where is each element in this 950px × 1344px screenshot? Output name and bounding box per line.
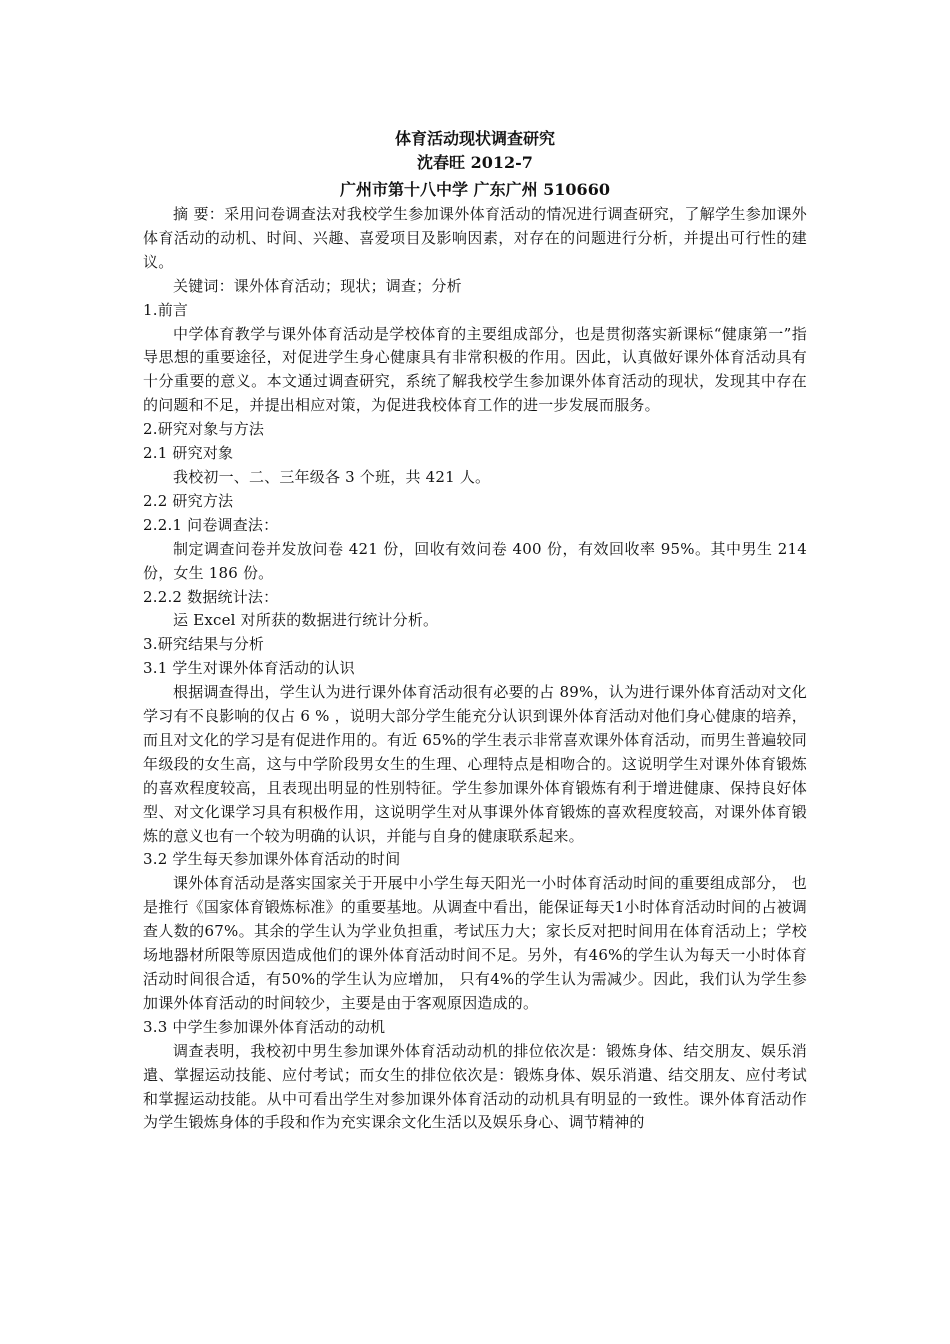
section-heading-3-2: 3.2 学生每天参加课外体育活动的时间 [143, 850, 401, 869]
section-heading-2: 2.研究对象与方法 [143, 420, 265, 439]
paragraph-3-2: 课外体育活动是落实国家关于开展中小学生每天阳光一小时体育活动时间的重要组成部分， 也是推行《国家体育锻炼标准》的重要基地。从调查中看出，能保证每天1小时体育活动时间的占被调查人数的67%。其余的学生认为学业负担重，考试压力大；家长反对把时间用在体育活动上；学校场地器材所限等原因造成他们的课外体育活动时间不足。另外，有46%的学生认为每天一小时体育活动时间很合适，有50%的学生认为应增加， 只有4%的学生认为需减少。因此，我们认为学生参加课外体育活动的时间较少，主要是由于客观原因造成的。 [143, 874, 807, 1012]
paragraph-2-2-2: 运 Excel 对所获的数据进行统计分析。 [173, 611, 439, 630]
paragraph-2-1: 我校初一、二、三年级各 3 个班，共 421 人。 [173, 467, 491, 486]
paragraph-3-3: 调查表明，我校初中男生参加课外体育活动动机的排位依次是：锻炼身体、结交朋友、娱乐消遣、掌握运动技能、应付考试；而女生的排位依次是：锻炼身体、娱乐消遣、结交朋友、应付考试和掌握运动技能。从中可看出学生对参加课外体育活动的动机具有明显的一致性。课外体育活动作为学生锻炼身体的手段和作为充实课余文化生活以及娱乐身心、调节精神的 [143, 1041, 807, 1132]
section-heading-3-3: 3.3 中学生参加课外体育活动的动机 [143, 1017, 386, 1036]
paragraph-1: 中学体育教学与课外体育活动是学校体育的主要组成部分，也是贯彻落实新课标“健康第一”指导思想的重要途径，对促进学生身心健康具有非常积极的作用。因此，认真做好课外体育活动具有十分重要的意义。本文通过调查研究，系统了解我校学生参加课外体育活动的现状，发现其中存在的问题和不足，并提出相应对策，为促进我校体育工作的进一步发展而服务。 [143, 324, 807, 415]
document-title: 体育活动现状调查研究 [394, 129, 555, 148]
section-heading-3: 3.研究结果与分析 [143, 635, 265, 654]
section-heading-2-2: 2.2 研究方法 [143, 491, 234, 510]
section-heading-2-1: 2.1 研究对象 [143, 444, 234, 463]
document-body [143, 203, 807, 1135]
paragraph-2-2-1: 制定调查问卷并发放问卷 421 份，回收有效问卷 400 份，有效回收率 95%。其中男生 214 份，女生 186 份。 [143, 539, 807, 582]
abstract-paragraph: 摘 要：采用问卷调查法对我校学生参加课外体育活动的情况进行调查研究，了解学生参加课外体育活动的动机、时间、兴趣、喜爱项目及影响因素，对存在的问题进行分析，并提出可行性的建议。 [143, 205, 807, 271]
section-heading-3-1: 3.1 学生对课外体育活动的认识 [143, 659, 355, 678]
author-line: 沈春旺 2012-7 [417, 153, 533, 172]
section-heading-2-2-2: 2.2.2 数据统计法： [143, 587, 279, 606]
keywords-line: 关键词：课外体育活动；现状；调查；分析 [173, 276, 462, 295]
section-heading-2-2-1: 2.2.1 问卷调查法： [143, 515, 279, 534]
affiliation-line: 广州市第十八中学 广东广州 510660 [340, 180, 610, 199]
paragraph-3-1: 根据调查得出，学生认为进行课外体育活动很有必要的占 89%，认为进行课外体育活动对文化学习有不良影响的仅占 6 % ，说明大部分学生能充分认识到课外体育活动对他们身心健康的培养，而且对文化的学习是有促进作用的。有近 65%的学生表示非常喜欢课外体育活动，而男生普遍较同年级段的女生高，这与中学阶段男女生的生理、心理特点是相吻合的。这说明学生对课外体育锻炼的喜欢程度较高，且表现出明显的性别特征。学生参加课外体育锻炼有利于增进健康、保持良好体型、对文化课学习具有积极作用，这说明学生对从事课外体育锻炼的喜欢程度较高，对课外体育锻炼的意义也有一个较为明确的认识，并能与自身的健康联系起来。 [143, 683, 807, 845]
section-heading-1: 1.前言 [143, 300, 189, 319]
